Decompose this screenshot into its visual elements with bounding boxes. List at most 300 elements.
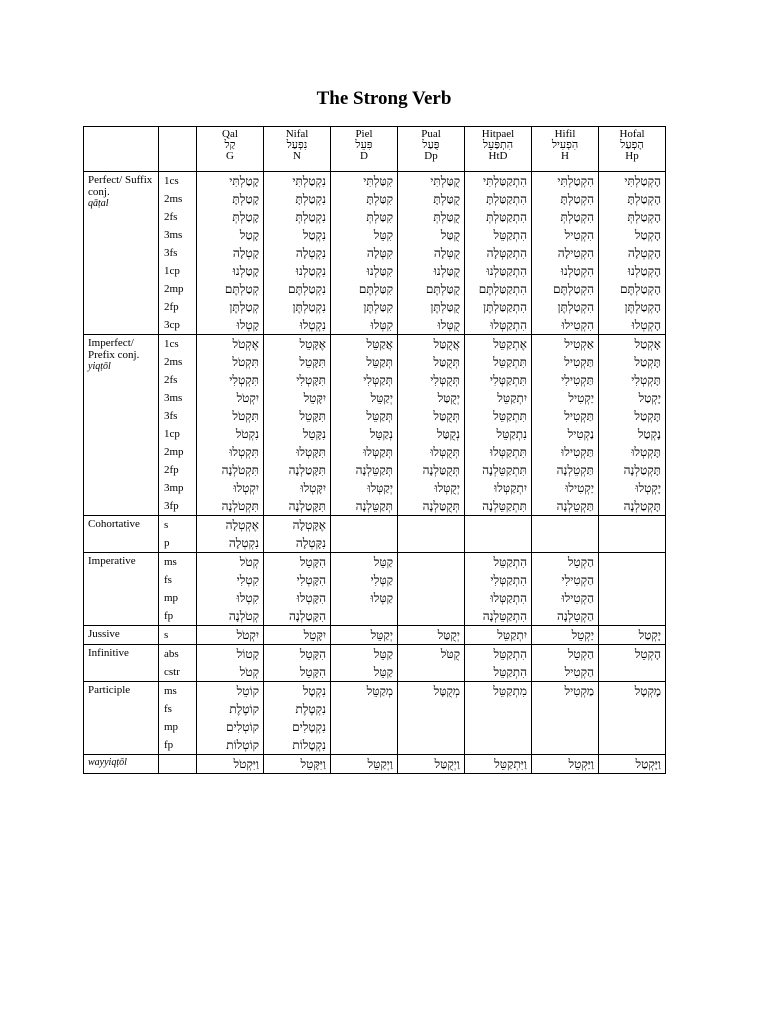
pgn-label: 2fp bbox=[164, 464, 179, 476]
verb-form: קְטֹלְנָה bbox=[228, 609, 259, 623]
verb-form: תִּתְקַטְּלִי bbox=[489, 373, 527, 387]
category-translit: qāṭal bbox=[88, 198, 109, 209]
verb-form: הִקְטִילָה bbox=[557, 246, 594, 260]
category-label: Imperative bbox=[88, 555, 136, 567]
verb-form: הִתְקַטְּלוּ bbox=[490, 591, 527, 605]
verb-form: קֻטֹּל bbox=[440, 647, 460, 661]
verb-form: הִתְקַטַּלְתֶּן bbox=[483, 300, 527, 314]
pgn-label: cstr bbox=[164, 666, 180, 678]
pgn-label: 2mp bbox=[164, 283, 184, 295]
verb-form: הִקָּטֵל bbox=[299, 665, 326, 679]
stem-abbr: H bbox=[561, 150, 569, 162]
verb-form: תִּתְקַטְּלוּ bbox=[490, 445, 527, 459]
form-cell bbox=[398, 645, 465, 682]
verb-form: נִתְקַטֵּל bbox=[496, 427, 527, 441]
verb-form: נְקֻטַּל bbox=[436, 427, 460, 441]
verb-form: וַיְקַטֵּל bbox=[367, 757, 393, 771]
verb-form: נְקַטֵּל bbox=[369, 427, 393, 441]
form-cell bbox=[197, 755, 264, 774]
category-label: Cohortative bbox=[88, 518, 140, 530]
verb-form: הַקְטֵלְנָה bbox=[557, 609, 594, 623]
verb-form: יִתְקַטֵּל bbox=[497, 391, 527, 405]
verb-form: תָּקְטְלוּ bbox=[631, 445, 661, 459]
verb-form: קַטְּלִי bbox=[370, 573, 393, 587]
verb-form: קַטְּלוּ bbox=[370, 591, 393, 605]
verb-form: קֻטַּלְתֶּן bbox=[430, 300, 460, 314]
verb-form: תְּקֻטַּל bbox=[433, 409, 460, 423]
verb-form: קִטַּלְתֶּן bbox=[363, 300, 393, 314]
verb-form: תְּקֻטַּל bbox=[433, 355, 460, 369]
form-cell bbox=[264, 682, 331, 755]
pgn-cell bbox=[159, 172, 197, 335]
pgn-label: 2fp bbox=[164, 301, 179, 313]
verb-form: הִקָּטְלִי bbox=[296, 573, 326, 587]
form-cell bbox=[197, 172, 264, 335]
verb-form: קֻטַּלְנוּ bbox=[433, 264, 460, 278]
verb-form: הִקְטַלְתֶּן bbox=[557, 300, 594, 314]
verb-form: נִקְטָלוֹת bbox=[292, 738, 326, 752]
verb-form: יְקַטְּלוּ bbox=[367, 481, 393, 495]
verb-form: אֶקְטְלָה bbox=[225, 518, 259, 532]
verb-form: הַקְטֵל bbox=[567, 647, 594, 661]
verb-form: נִקְטָלִים bbox=[292, 720, 326, 734]
verb-form: תַּקְטֵלְנָה bbox=[556, 499, 594, 513]
verb-form: תִּקָּטֵל bbox=[299, 409, 326, 423]
verb-form: קִטְלִי bbox=[236, 573, 259, 587]
section-row bbox=[84, 645, 666, 682]
category-translit: yiqṭōl bbox=[88, 361, 111, 372]
stem-abbr: D bbox=[360, 150, 368, 162]
verb-form: קִטְּלָה bbox=[366, 246, 393, 260]
verb-form: יָקְטְלוּ bbox=[635, 481, 661, 495]
verb-form: הָקְטַלְתֶּן bbox=[624, 300, 661, 314]
stem-heb: קַל bbox=[224, 139, 236, 151]
verb-form: תְּקַטֵּל bbox=[366, 409, 393, 423]
verb-form: הִקָּטַלְנָה bbox=[289, 609, 326, 623]
category-cell bbox=[84, 645, 159, 682]
verb-form: תִּקְטֹל bbox=[232, 355, 259, 369]
verb-form: קוֹטֶלֶת bbox=[229, 702, 259, 716]
category-cell bbox=[84, 682, 159, 755]
pgn-label: abs bbox=[164, 648, 179, 660]
verb-form: יִקְטֹל bbox=[236, 391, 259, 405]
pgn-label: s bbox=[164, 519, 169, 531]
pgn-label: mp bbox=[164, 721, 179, 733]
form-cell bbox=[264, 755, 331, 774]
verb-form: הִתְקַטַּלְתִּי bbox=[483, 174, 527, 188]
pgn-label: s bbox=[164, 629, 169, 641]
verb-form: יָקְטַל bbox=[638, 391, 661, 405]
verb-form: קְטַלְתֶּן bbox=[229, 300, 259, 314]
verb-form: הִקְטַלְתֶּם bbox=[553, 282, 594, 296]
verb-form: תְּקֻטְּלוּ bbox=[430, 445, 460, 459]
form-cell bbox=[398, 755, 465, 774]
verb-form: וַיָּקְטַל bbox=[635, 757, 661, 771]
verb-form: נִקְטַל bbox=[302, 228, 326, 242]
verb-form: הַקְטִילוּ bbox=[561, 591, 594, 605]
form-cell bbox=[398, 516, 465, 553]
verb-form: הַקְטִיל bbox=[564, 665, 594, 679]
stem-abbr: Hp bbox=[625, 150, 639, 162]
form-cell bbox=[398, 682, 465, 755]
form-cell bbox=[465, 626, 532, 645]
form-cell bbox=[532, 645, 599, 682]
verb-form: הִתְקַטֵּל bbox=[493, 665, 527, 679]
verb-form: קָטַלְתִּי bbox=[229, 174, 259, 188]
verb-form: תַּקְטֵלְנָה bbox=[556, 463, 594, 477]
form-cell bbox=[532, 626, 599, 645]
pgn-cell bbox=[159, 626, 197, 645]
verb-form: הִקָּטֵל bbox=[299, 555, 326, 569]
verb-form: וַיַּקְטֵל bbox=[568, 757, 594, 771]
verb-form: תְּקַטֵּלְנָה bbox=[355, 463, 393, 477]
form-cell bbox=[331, 335, 398, 516]
verb-form: הִתְקַטַּלְתָּ bbox=[486, 192, 527, 206]
category-cell bbox=[84, 553, 159, 626]
verb-form: תַּקְטִילוּ bbox=[561, 445, 594, 459]
verb-form: תִּקְטֹל bbox=[232, 409, 259, 423]
form-cell bbox=[599, 626, 666, 645]
stem-abbr: N bbox=[293, 150, 301, 162]
verb-form: הָקְטַלְתֶּם bbox=[620, 282, 661, 296]
verb-form: תְּקֻטְּלִי bbox=[430, 373, 460, 387]
verb-form: תַּקְטִילִי bbox=[561, 373, 594, 387]
verb-form: תִּקָּטַלְנָה bbox=[288, 499, 326, 513]
verb-form: תַּקְטִיל bbox=[564, 409, 594, 423]
verb-form: קִטַּלְנוּ bbox=[366, 264, 393, 278]
verb-form: תְּקַטְּלִי bbox=[363, 373, 393, 387]
verb-form: וַיְקֻטַּל bbox=[434, 757, 460, 771]
verb-form: תִּקְטְלוּ bbox=[229, 445, 259, 459]
form-cell bbox=[331, 682, 398, 755]
verb-form: קֻטְּלוּ bbox=[437, 318, 460, 332]
verb-form: תַּקְטִיל bbox=[564, 355, 594, 369]
header-blank-cell bbox=[84, 127, 159, 172]
verb-form: קַטֵּל bbox=[373, 555, 393, 569]
verb-form: הִקְטַלְתִּי bbox=[557, 174, 594, 188]
verb-form: הִקְטַלְנוּ bbox=[560, 264, 594, 278]
pgn-label: fp bbox=[164, 739, 174, 751]
verb-form: קֻטַּלְתָּ bbox=[433, 192, 460, 206]
verb-form: קִטְלוּ bbox=[236, 591, 259, 605]
verb-form: קִטְּלוּ bbox=[370, 318, 393, 332]
verb-form: אֶתְקַטֵּל bbox=[493, 337, 527, 351]
form-cell bbox=[398, 553, 465, 626]
section-row bbox=[84, 335, 666, 516]
pgn-label: 3fs bbox=[164, 410, 178, 422]
form-cell bbox=[599, 682, 666, 755]
verb-form: קָטַלְתָּ bbox=[232, 192, 259, 206]
verb-form: הִקְטַלְתְּ bbox=[560, 210, 594, 224]
form-cell bbox=[398, 172, 465, 335]
stem-abbr: HtD bbox=[488, 150, 508, 162]
pgn-cell bbox=[159, 755, 197, 774]
verb-form: תִּקָּטַלְנָה bbox=[288, 463, 326, 477]
pgn-cell bbox=[159, 553, 197, 626]
stem-header bbox=[465, 127, 532, 172]
verb-form: הִתְקַטְּלָה bbox=[486, 246, 527, 260]
form-cell bbox=[532, 516, 599, 553]
pgn-label: 3fp bbox=[164, 500, 179, 512]
verb-form: תִּתְקַטֵּל bbox=[493, 409, 527, 423]
verb-form: קַטֵּל bbox=[373, 647, 393, 661]
pgn-cell bbox=[159, 645, 197, 682]
verb-form: קָטְלָה bbox=[232, 246, 259, 260]
verb-form: מִתְקַטֵּל bbox=[493, 684, 527, 698]
verb-form: הִקָּטְלוּ bbox=[296, 591, 326, 605]
pgn-label: p bbox=[164, 537, 170, 549]
pgn-label: fs bbox=[164, 574, 172, 586]
pgn-label: 3cp bbox=[164, 319, 180, 331]
verb-form: הָקְטַלְתְּ bbox=[627, 210, 661, 224]
form-cell bbox=[398, 335, 465, 516]
form-cell bbox=[264, 516, 331, 553]
verb-form: אֶקָּטְלָה bbox=[292, 518, 326, 532]
stem-abbr: G bbox=[226, 150, 234, 162]
verb-form: קָטוֹל bbox=[236, 647, 259, 661]
pgn-cell bbox=[159, 335, 197, 516]
verb-form: נִקָּטְלָה bbox=[295, 536, 326, 550]
verb-form: תְּקַטֵּל bbox=[366, 355, 393, 369]
form-cell bbox=[465, 553, 532, 626]
form-cell bbox=[264, 645, 331, 682]
stem-name: Qal bbox=[222, 128, 238, 140]
stem-name: Pual bbox=[421, 128, 441, 140]
verb-form: הִתְקַטְּלוּ bbox=[490, 318, 527, 332]
form-cell bbox=[465, 755, 532, 774]
verb-form: יָקְטַל bbox=[638, 628, 661, 642]
pgn-cell bbox=[159, 682, 197, 755]
stem-heb: פִּעֵל bbox=[355, 139, 373, 151]
verb-form: קוֹטֵל bbox=[236, 684, 259, 698]
verb-form: נִקְטְלָה bbox=[228, 536, 259, 550]
form-cell bbox=[264, 553, 331, 626]
verb-form: יְקַטֵּל bbox=[370, 628, 393, 642]
verb-form: תָּקְטְלִי bbox=[631, 373, 661, 387]
verb-form: קִטַּלְתֶּם bbox=[358, 282, 393, 296]
form-cell bbox=[331, 553, 398, 626]
verb-form: אֶקָּטֵל bbox=[299, 337, 326, 351]
form-cell bbox=[532, 553, 599, 626]
form-cell bbox=[599, 553, 666, 626]
form-cell bbox=[331, 172, 398, 335]
verb-form: נִקְטַלְתָּ bbox=[295, 192, 326, 206]
pgn-label bbox=[159, 755, 196, 773]
pgn-label: 3mp bbox=[164, 482, 184, 494]
stem-name: Piel bbox=[355, 128, 373, 140]
verb-form: הִקָּטֵל bbox=[299, 647, 326, 661]
verb-form: תָּקְטַל bbox=[634, 409, 661, 423]
pgn-label: ms bbox=[164, 685, 177, 697]
verb-form: קוֹטְלִים bbox=[226, 720, 259, 734]
verb-form: יַקְטֵל bbox=[571, 628, 594, 642]
verb-form: נִקְטֹל bbox=[235, 427, 259, 441]
verb-form: קִטַּלְתָּ bbox=[366, 192, 393, 206]
pgn-label: ms bbox=[164, 556, 177, 568]
verb-form: יִקְטֹל bbox=[236, 628, 259, 642]
pgn-label: 1cs bbox=[164, 175, 179, 187]
section-row bbox=[84, 553, 666, 626]
verb-form: קָטְלוּ bbox=[236, 318, 259, 332]
verb-form: וַיִּקָּטֵל bbox=[300, 757, 326, 771]
pgn-label: mp bbox=[164, 592, 179, 604]
verb-form: קָטַלְנוּ bbox=[232, 264, 259, 278]
verb-form: קְטֹל bbox=[239, 555, 259, 569]
form-cell bbox=[197, 682, 264, 755]
form-cell bbox=[465, 645, 532, 682]
category-cell bbox=[84, 626, 159, 645]
verb-form: הָקְטַלְנוּ bbox=[627, 264, 661, 278]
verb-form: קֻטַּל bbox=[440, 228, 460, 242]
form-cell bbox=[331, 516, 398, 553]
form-cell bbox=[532, 682, 599, 755]
pgn-label: 2fs bbox=[164, 211, 178, 223]
section-row bbox=[84, 626, 666, 645]
form-cell bbox=[599, 335, 666, 516]
verb-form: מְקֻטָּל bbox=[433, 684, 460, 698]
category-label: Perfect/ Suffix conj. bbox=[88, 174, 153, 198]
verb-form: יַקְטִילוּ bbox=[565, 481, 594, 495]
verb-form: קֻטַּלְתֶּם bbox=[425, 282, 460, 296]
stem-heb: הָפְעַל bbox=[620, 139, 644, 151]
section-row bbox=[84, 755, 666, 774]
form-cell bbox=[532, 755, 599, 774]
pgn-label: 1cp bbox=[164, 428, 180, 440]
verb-form: תְּקֻטַּלְנָה bbox=[422, 463, 460, 477]
category-label: Jussive bbox=[88, 628, 120, 640]
verb-form: הִקְטִילוּ bbox=[561, 318, 594, 332]
verb-form: קֻטְּלָה bbox=[433, 246, 460, 260]
stem-abbr: Dp bbox=[424, 150, 438, 162]
stem-heb: הִפְעִיל bbox=[551, 139, 579, 151]
header-row bbox=[84, 127, 666, 172]
verb-form: יְקֻטְּלוּ bbox=[434, 481, 460, 495]
verb-form: נִקְטַלְנוּ bbox=[295, 264, 326, 278]
verb-form: יִתְקַטְּלוּ bbox=[494, 481, 527, 495]
pgn-label: 2ms bbox=[164, 356, 183, 368]
stem-name: Nifal bbox=[285, 128, 309, 140]
form-cell bbox=[331, 755, 398, 774]
stem-name: Hofal bbox=[619, 128, 645, 140]
verb-form: יִקָּטֵל bbox=[303, 628, 326, 642]
form-cell bbox=[599, 172, 666, 335]
form-cell bbox=[532, 172, 599, 335]
verb-form: קִטֵּל bbox=[373, 228, 393, 242]
page-title: The Strong Verb bbox=[316, 88, 452, 109]
verb-form: הִתְקַטְּלִי bbox=[490, 573, 527, 587]
verb-form: תָּקְטַלְנָה bbox=[623, 463, 661, 477]
verb-form: תִּתְקַטֵּלְנָה bbox=[482, 499, 527, 513]
verb-form: קָטַלְתְּ bbox=[232, 210, 259, 224]
verb-form: הָקְטְלוּ bbox=[631, 318, 661, 332]
category-translit: wayyiqṭōl bbox=[88, 757, 127, 768]
verb-form: תְּקֻטַּלְנָה bbox=[422, 499, 460, 513]
verb-form: קְטֹל bbox=[239, 665, 259, 679]
verb-form: קִטַּלְתִּי bbox=[363, 174, 393, 188]
verb-form: מְקַטֵּל bbox=[366, 684, 393, 698]
verb-form: הִקְטִיל bbox=[564, 228, 594, 242]
verb-form: אֲקַטֵּל bbox=[366, 337, 393, 351]
stem-header bbox=[331, 127, 398, 172]
verb-form: נִקְטְלוּ bbox=[299, 318, 326, 332]
verb-form: יִקָּטֵל bbox=[303, 391, 326, 405]
pgn-label: fp bbox=[164, 610, 174, 622]
form-cell bbox=[197, 626, 264, 645]
verb-form: נִקְטְלָה bbox=[295, 246, 326, 260]
stem-name: Hifil bbox=[554, 128, 576, 140]
verb-form: הִתְקַטֵּל bbox=[493, 228, 527, 242]
verb-form: נִקְטֶלֶת bbox=[295, 702, 326, 716]
stem-heb: נִפְעַל bbox=[286, 139, 308, 151]
verb-form: הַקְטֵל bbox=[567, 555, 594, 569]
form-cell bbox=[532, 335, 599, 516]
pgn-label: 1cp bbox=[164, 265, 180, 277]
verb-form: יְקַטֵּל bbox=[370, 391, 393, 405]
verb-form: יְקֻטַּל bbox=[437, 391, 460, 405]
verb-form: קוֹטְלוֹת bbox=[226, 738, 259, 752]
form-cell bbox=[465, 516, 532, 553]
category-cell bbox=[84, 755, 159, 774]
form-cell bbox=[197, 335, 264, 516]
strong-verb-table bbox=[83, 126, 666, 774]
verb-form: וַיִּתְקַטֵּל bbox=[494, 757, 527, 771]
category-label: Imperfect/ Prefix conj. bbox=[88, 337, 140, 361]
verb-form: נִקְטַלְתֶּן bbox=[292, 300, 326, 314]
verb-form: הִתְקַטֵּל bbox=[493, 555, 527, 569]
form-cell bbox=[599, 516, 666, 553]
verb-form: נִקְטַלְתֶּם bbox=[288, 282, 326, 296]
pgn-label: 2ms bbox=[164, 193, 183, 205]
verb-form: הִתְקַטַּלְתֶּם bbox=[478, 282, 527, 296]
pgn-label: 3ms bbox=[164, 392, 183, 404]
pgn-label: 2fs bbox=[164, 374, 178, 386]
category-label: Participle bbox=[88, 684, 131, 696]
verb-form: הִתְקַטַּלְנוּ bbox=[486, 264, 527, 278]
form-cell bbox=[264, 172, 331, 335]
category-cell bbox=[84, 172, 159, 335]
category-label: Infinitive bbox=[88, 647, 129, 659]
verb-form: אַקְטִיל bbox=[564, 337, 594, 351]
form-cell bbox=[331, 626, 398, 645]
form-cell bbox=[599, 645, 666, 682]
verb-form: אָקְטַל bbox=[634, 337, 661, 351]
verb-form: תִּקְטֹלְנָה bbox=[221, 499, 259, 513]
verb-form: הָקְטְלָה bbox=[627, 246, 661, 260]
verb-form: נִקְטַלְתִּי bbox=[292, 174, 326, 188]
verb-form: הָקְטֵל bbox=[634, 647, 661, 661]
stem-header bbox=[197, 127, 264, 172]
category-cell bbox=[84, 335, 159, 516]
verb-form: קֻטַּלְתְּ bbox=[433, 210, 460, 224]
verb-form: הָקְטַלְתָּ bbox=[627, 192, 661, 206]
table-body bbox=[84, 127, 666, 774]
verb-form: יַקְטִיל bbox=[568, 391, 594, 405]
verb-form: מַקְטִיל bbox=[564, 684, 594, 698]
section-row bbox=[84, 516, 666, 553]
verb-form: קַטֵּל bbox=[373, 665, 393, 679]
verb-form: נִקְטַלְתְּ bbox=[295, 210, 326, 224]
form-cell bbox=[197, 516, 264, 553]
verb-form: תָּקְטַל bbox=[634, 355, 661, 369]
verb-form: תִּתְקַטֵּל bbox=[493, 355, 527, 369]
verb-form: יְקֻטַּל bbox=[437, 628, 460, 642]
verb-form: קְטַלְתֶּם bbox=[224, 282, 259, 296]
pgn-label: 1cs bbox=[164, 338, 179, 350]
verb-form: תִּקָּטְלִי bbox=[296, 373, 326, 387]
verb-form: תָּקְטַלְנָה bbox=[623, 499, 661, 513]
pgn-label: fs bbox=[164, 703, 172, 715]
stem-header bbox=[264, 127, 331, 172]
